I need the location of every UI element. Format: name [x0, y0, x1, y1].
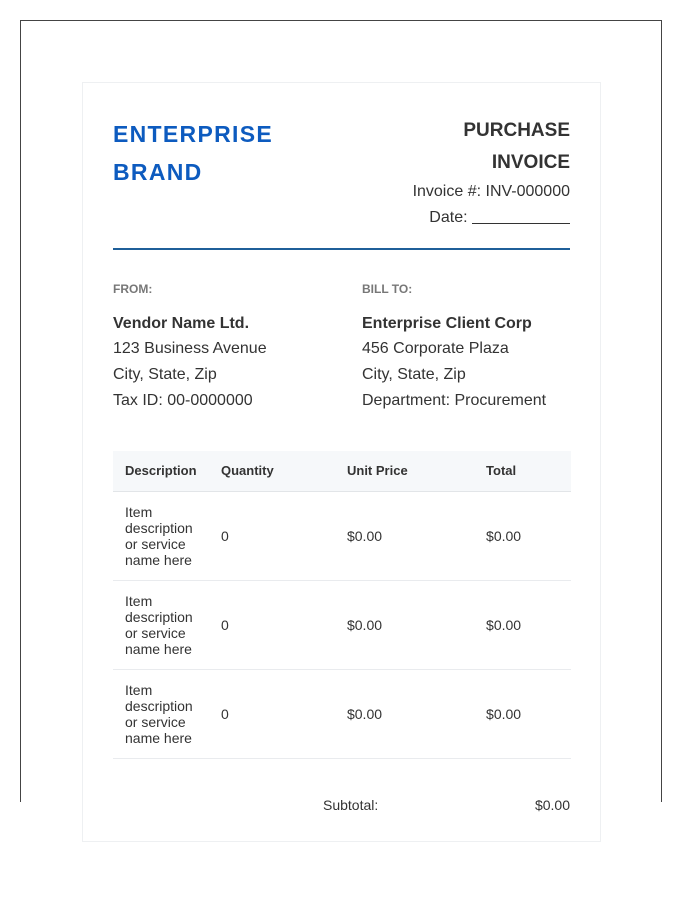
date-blank-line	[472, 208, 570, 224]
vendor-address-line1: 123 Business Avenue	[113, 340, 267, 357]
item-unit-price: $0.00	[335, 580, 474, 669]
column-header-description: Description	[113, 451, 209, 491]
item-total: $0.00	[474, 491, 571, 580]
column-header-total: Total	[474, 451, 571, 491]
invoice-date	[413, 205, 570, 231]
client-department: Department: Procurement	[362, 392, 547, 409]
invoice-number: Invoice #: INV-000000	[412, 183, 570, 200]
subtotal-value: $0.00	[534, 797, 570, 813]
client-address-line1: 456 Corporate Plaza	[362, 340, 509, 357]
bill-to-label: BILL TO:	[362, 282, 413, 296]
item-description: Item description or service name here	[113, 491, 209, 580]
table-row	[113, 669, 571, 758]
invoice-page	[82, 82, 601, 842]
brand-name: ENTERPRISE BRAND	[113, 121, 273, 185]
date-label: Date:	[429, 209, 468, 226]
invoice-title: PURCHASE INVOICE	[463, 120, 570, 173]
item-total: $0.00	[474, 669, 571, 758]
table-row	[113, 491, 571, 580]
item-quantity: 0	[209, 580, 335, 669]
table-row	[113, 580, 571, 669]
column-header-quantity: Quantity	[209, 451, 335, 491]
table-header-row	[113, 451, 571, 491]
bill-to-section	[362, 281, 582, 414]
header-divider	[113, 248, 570, 250]
column-header-unit-price: Unit Price	[335, 451, 474, 491]
vendor-address-line2: City, State, Zip	[113, 366, 217, 383]
line-items-table	[113, 451, 571, 759]
item-quantity: 0	[209, 491, 335, 580]
invoice-title-block	[413, 115, 570, 231]
item-unit-price: $0.00	[335, 491, 474, 580]
from-label: FROM:	[113, 282, 153, 296]
document-viewport	[20, 20, 662, 813]
item-unit-price: $0.00	[335, 669, 474, 758]
vendor-name: Vendor Name Ltd.	[113, 315, 250, 332]
item-total: $0.00	[474, 580, 571, 669]
item-description: Item description or service name here	[113, 580, 209, 669]
client-address-line2: City, State, Zip	[362, 366, 466, 383]
client-name: Enterprise Client Corp	[362, 315, 532, 332]
from-section	[113, 281, 333, 414]
subtotal-label: Subtotal:	[323, 797, 379, 813]
item-description: Item description or service name here	[113, 669, 209, 758]
vendor-tax-id: Tax ID: 00-0000000	[113, 392, 253, 409]
item-quantity: 0	[209, 669, 335, 758]
